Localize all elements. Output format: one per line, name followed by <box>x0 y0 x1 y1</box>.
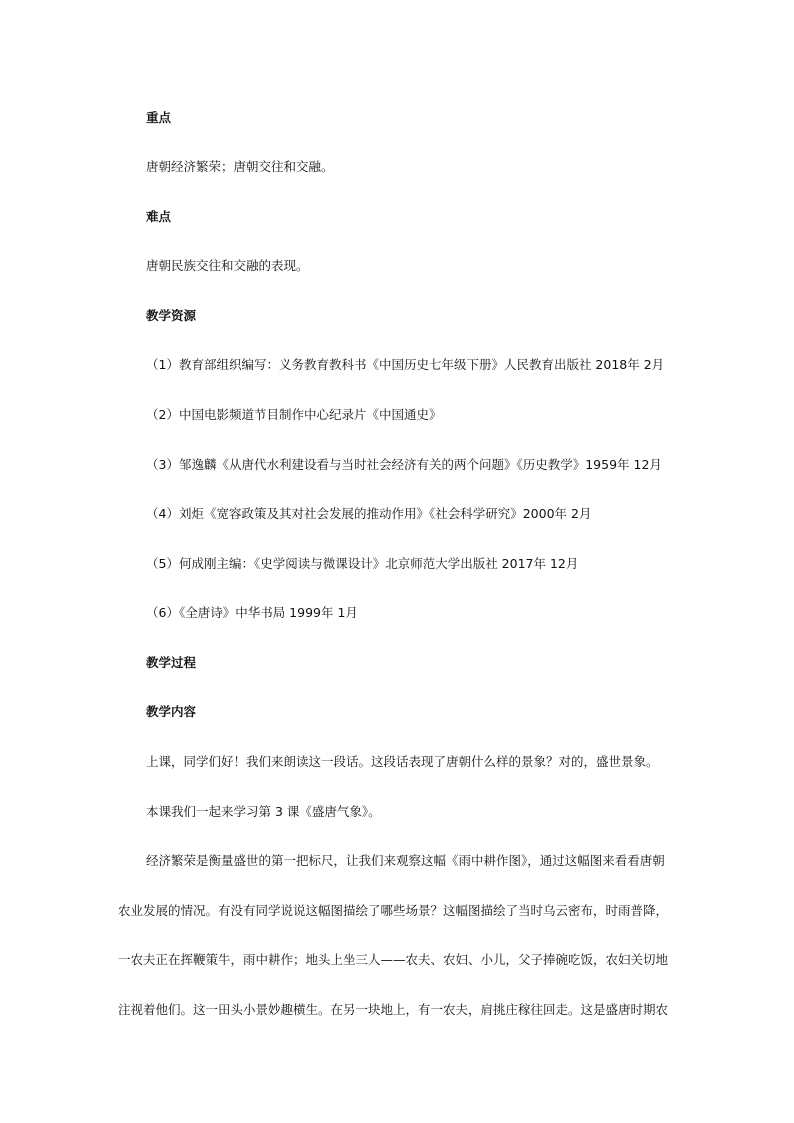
resource-item: （5）何成刚主编：《史学阅读与微课设计》北京师范大学出版社 2017年 12月 <box>146 556 579 571</box>
content-heading: 教学内容 <box>146 704 197 719</box>
resource-item: （2）中国电影频道节目制作中心纪录片《中国通史》 <box>146 407 442 422</box>
content-paragraph: 上课，同学们好！我们来朗读这一段话。这段话表现了唐朝什么样的景象？对的，盛世景象。 <box>146 754 659 769</box>
key-points-heading: 重点 <box>146 110 172 125</box>
difficulties-heading: 难点 <box>146 209 172 224</box>
paragraph-line: 农业发展的情况。有没有同学说说这幅图描绘了哪些场景？这幅图描绘了当时乌云密布，时雨普降， <box>118 903 669 918</box>
paragraph-line: 注视着他们。这一田头小景妙趣横生。在另一块地上，有一农夫，肩挑庄稼往回走。这是盛唐时期农 <box>118 1002 669 1017</box>
paragraph-line: 一农夫正在挥鞭策牛，雨中耕作；地头上坐三人——农夫、农妇、小儿，父子捧碗吃饭，农妇关切地 <box>118 952 669 967</box>
resource-item: （1）教育部组织编写：义务教育教科书《中国历史七年级下册》人民教育出版社 2018年 2月 <box>146 357 665 372</box>
content-paragraph: 本课我们一起来学习第 3 课《盛唐气象》。 <box>146 804 381 819</box>
paragraph-line: 经济繁荣是衡量盛世的第一把标尺，让我们来观察这幅《雨中耕作图》，通过这幅图来看看唐朝 <box>146 853 665 868</box>
resources-heading: 教学资源 <box>146 308 197 323</box>
key-points-text: 唐朝经济繁荣；唐朝交往和交融。 <box>146 159 334 174</box>
resource-item: （3）邹逸麟《从唐代水利建设看与当时社会经济有关的两个问题》《历史教学》1959年 12月 <box>146 457 662 472</box>
difficulties-text: 唐朝民族交往和交融的表现。 <box>146 258 309 273</box>
process-heading: 教学过程 <box>146 655 197 670</box>
resource-item: （4）刘炬《宽容政策及其对社会发展的推动作用》《社会科学研究》2000年 2月 <box>146 506 592 521</box>
resource-item: （6）《全唐诗》中华书局 1999年 1月 <box>146 605 358 620</box>
